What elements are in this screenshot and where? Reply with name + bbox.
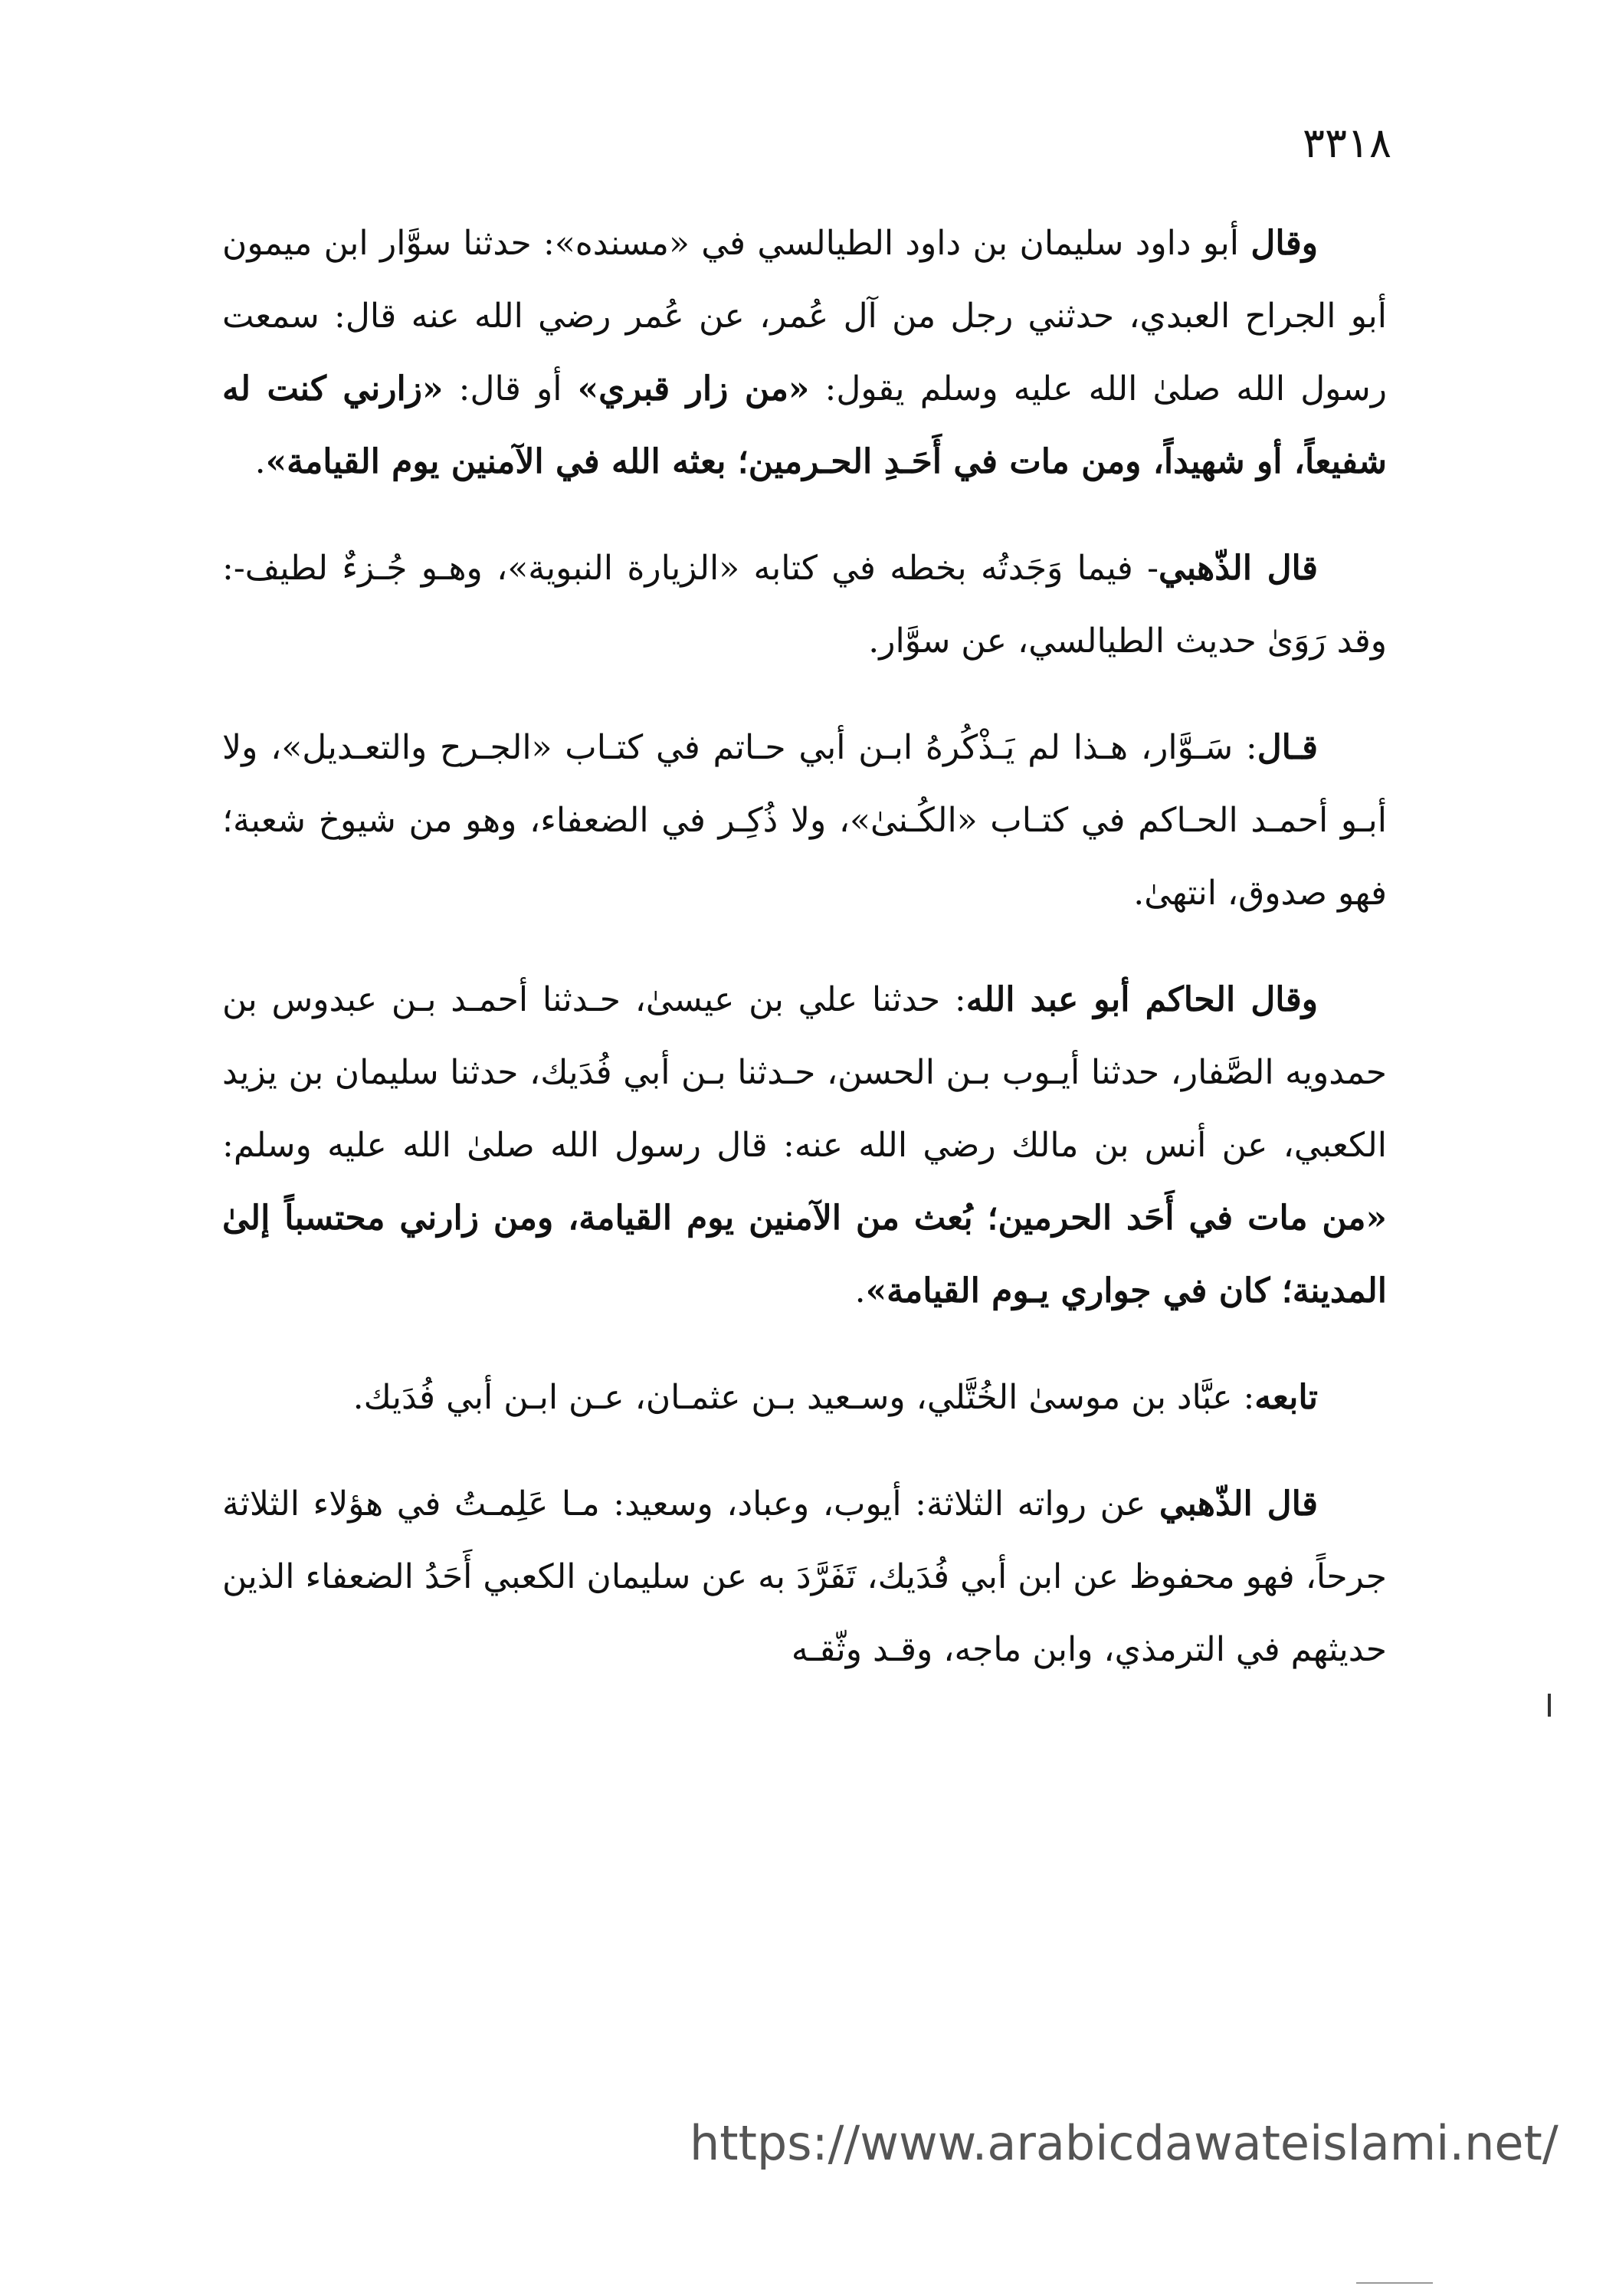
bold-text: «زارني كنت له شفيعاً، أو شهيداً، ومن مات في أَحَـدِ الحـرمين؛ بعثه الله في الآمنين يوم القيامة»	[222, 369, 1387, 481]
text-segment: أبو داود سليمان بن داود الطيالسي في «مسنده»: حدثنا سوَّار ابن ميمون أبو الجراح العبدي، حدثني رجل من آل عُمر، عن عُمر رضي الله عنه قال: سمعت رسول الله صلىٰ الله عليه وسلم يقول:	[222, 224, 1388, 408]
text-segment: عن رواته الثلاثة: أيوب، وعباد، وسعيد: مـا عَلِمـتُ في هؤلاء الثلاثة جرحاً، فهو محفوظ عن ابن أبي فُدَيك، تَفَرَّدَ به عن سليمان الكعبي أَحَدُ الضعفاء الذين حديثهم في الترمذي، وابن ماجه، وقـد وثّقـه	[222, 1484, 1387, 1669]
paragraph	[222, 963, 1387, 1327]
bold-text: «من مات في أَحَد الحرمين؛ بُعث من الآمنين يوم القيامة، ومن زارني محتسباً إلىٰ المدينة؛ كان في جواري يـوم القيامة»	[222, 1199, 1387, 1310]
bold-text: وقال	[1250, 224, 1318, 263]
bold-text: «من زار قبري»	[577, 369, 810, 408]
text-segment: .	[854, 1271, 866, 1310]
bold-text: قـال	[1257, 728, 1318, 767]
paragraph	[222, 207, 1387, 498]
bold-text: قال الذّهبي	[1159, 549, 1319, 588]
margin-mark	[1548, 1694, 1551, 1717]
text-segment: .	[254, 442, 266, 481]
bold-text: وقال الحاكم أبو عبد الله	[965, 980, 1318, 1019]
paragraph	[222, 532, 1387, 677]
text-segment: أو قال:	[443, 369, 578, 408]
watermark-url: https://www.arabicdawateislami.net/	[690, 2115, 1558, 2171]
text-segment: : سَـوَّار، هـذا لم يَـذْكُرهُ ابـن أبي حـاتم في كتـاب «الجـرح والتعـديل»، ولا أبـو أحمـد الحـاكم في كتـاب «الكُـنىٰ»، ولا ذُكِـر في الضعفاء، وهو من شيوخ شعبة؛ فهو صدوق، انتهىٰ.	[222, 728, 1387, 913]
text-segment: : عبَّاد بن موسىٰ الخُتَّلي، وسـعيد بـن عثمـان، عـن ابـن أبي فُدَيك.	[352, 1378, 1255, 1417]
paragraph	[222, 711, 1387, 930]
text-segment: - فيما وَجَدتُه بخطه في كتابه «الزيارة النبوية»، وهـو جُـزءٌ لطيف-: وقد رَوَىٰ حديث الطيالسي، عن سوَّار.	[222, 549, 1387, 661]
paragraph	[222, 1468, 1387, 1686]
bold-text: تابعه	[1254, 1378, 1318, 1417]
page-number: ٣٣١٨	[1302, 119, 1391, 167]
footer-rule	[1356, 2282, 1433, 2284]
bold-text: قال الذّهبي	[1159, 1484, 1319, 1524]
paragraph	[222, 1361, 1387, 1434]
main-text	[222, 207, 1387, 1686]
text-segment: : حدثنا علي بن عيسىٰ، حـدثنا أحمـد بـن عبدوس بن حمدويه الصَّفار، حدثنا أيـوب بـن الحسن، حـدثنا بـن أبي فُدَيك، حدثنا سليمان بن يزيد الكعبي، عن أنس بن مالك رضي الله عنه: قال رسول الله صلىٰ الله عليه وسلم:	[222, 980, 1387, 1165]
